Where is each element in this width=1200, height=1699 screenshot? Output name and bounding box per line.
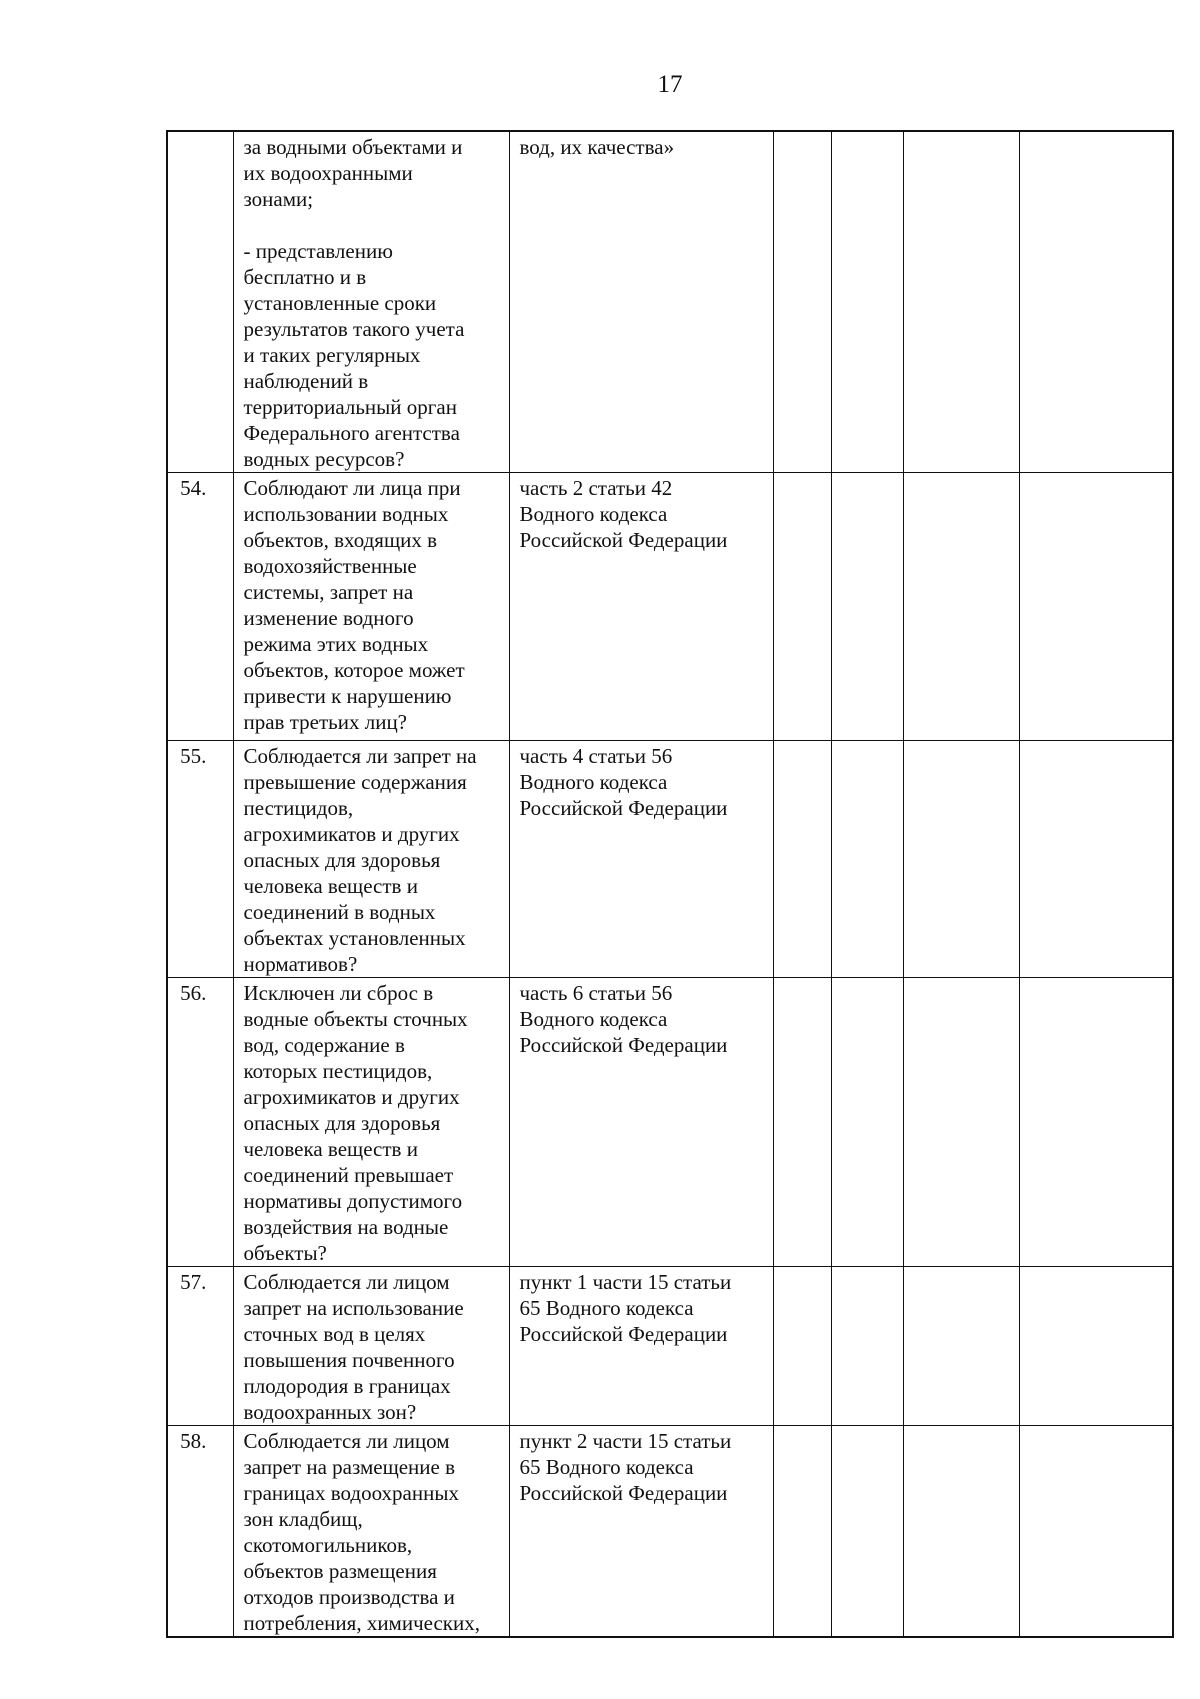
reference-line: 65 Водного кодекса — [519, 1455, 694, 1479]
question-line: изменение водного — [243, 606, 414, 630]
question-cell — [233, 473, 509, 741]
question-line: водоохранных зон? — [243, 1400, 417, 1424]
question-line: агрохимикатов и других — [243, 822, 460, 846]
question-line: системы, запрет на — [243, 580, 414, 604]
answer-cell — [903, 741, 1019, 978]
question-line: пестицидов, — [243, 796, 354, 820]
question-line: зонами; — [243, 187, 314, 211]
question-line: - представлению — [243, 239, 393, 263]
legal-reference-cell — [509, 1267, 773, 1426]
reference-line: Российской Федерации — [519, 1322, 728, 1346]
question-line: водные объекты сточных — [243, 1007, 468, 1031]
question-line: за водными объектами и — [243, 135, 463, 159]
question-line: наблюдений в — [243, 369, 369, 393]
question-line: воздействия на водные — [243, 1215, 449, 1239]
question-line: человека веществ и — [243, 1137, 418, 1161]
question-line: запрет на размещение в — [243, 1455, 456, 1479]
question-line: опасных для здоровья — [243, 848, 441, 872]
reference-line: Российской Федерации — [519, 1481, 728, 1505]
question-line: объектов, входящих в — [243, 528, 438, 552]
answer-cell — [831, 1267, 903, 1426]
reference-line: Водного кодекса — [519, 1007, 668, 1031]
question-cell — [233, 131, 509, 473]
answer-cell — [773, 1267, 831, 1426]
question-line: их водоохранными — [243, 161, 413, 185]
question-line: привести к нарушению — [243, 684, 452, 708]
question-line: Соблюдается ли лицом — [243, 1429, 450, 1453]
question-line: Соблюдается ли лицом — [243, 1270, 450, 1294]
reference-line: часть 6 статьи 56 — [519, 981, 673, 1005]
table-row — [167, 978, 1173, 1267]
answer-cell — [903, 978, 1019, 1267]
table-row — [167, 1267, 1173, 1426]
legal-reference-cell — [509, 131, 773, 473]
question-line: границах водоохранных — [243, 1481, 459, 1505]
question-cell — [233, 1426, 509, 1638]
reference-line: вод, их качества» — [519, 135, 675, 159]
question-line: человека веществ и — [243, 874, 418, 898]
row-number-cell: 55. — [167, 741, 233, 978]
reference-line: Водного кодекса — [519, 502, 668, 526]
question-line: и таких регулярных — [243, 343, 421, 367]
legal-reference-cell — [509, 473, 773, 741]
question-line: превышение содержания — [243, 770, 467, 794]
question-line: нормативы допустимого — [243, 1189, 463, 1213]
answer-cell — [773, 473, 831, 741]
answer-cell — [903, 1267, 1019, 1426]
question-line: скотомогильников, — [243, 1533, 413, 1557]
answer-cell — [773, 978, 831, 1267]
row-number-cell: 57. — [167, 1267, 233, 1426]
reference-line: часть 4 статьи 56 — [519, 744, 673, 768]
question-cell — [233, 978, 509, 1267]
question-line: водохозяйственные — [243, 554, 417, 578]
question-line: прав третьих лиц? — [243, 710, 407, 734]
answer-cell — [903, 131, 1019, 473]
checklist-table — [166, 130, 1174, 1638]
reference-line: Российской Федерации — [519, 1033, 728, 1057]
question-line: соединений превышает — [243, 1163, 454, 1187]
question-line: плодородия в границах — [243, 1374, 451, 1398]
table-body — [167, 131, 1173, 1637]
legal-reference-cell — [509, 741, 773, 978]
answer-cell — [903, 1426, 1019, 1638]
question-line: потребления, химических, — [243, 1611, 480, 1635]
question-line: опасных для здоровья — [243, 1111, 441, 1135]
answer-cell — [1019, 978, 1173, 1267]
legal-reference-cell — [509, 1426, 773, 1638]
question-line: объектов размещения — [243, 1559, 437, 1583]
answer-cell — [831, 131, 903, 473]
reference-line: пункт 1 части 15 статьи — [519, 1270, 732, 1294]
question-line: агрохимикатов и других — [243, 1085, 460, 1109]
question-line: сточных вод в целях — [243, 1322, 426, 1346]
row-number-cell: 54. — [167, 473, 233, 741]
question-line — [244, 212, 503, 238]
question-line: отходов производства и — [243, 1585, 455, 1609]
answer-cell — [1019, 473, 1173, 741]
question-line: соединений в водных — [243, 900, 436, 924]
answer-cell — [831, 741, 903, 978]
question-line: вод, содержание в — [243, 1033, 405, 1057]
question-line: Соблюдается ли запрет на — [243, 744, 477, 768]
reference-line: пункт 2 части 15 статьи — [519, 1429, 732, 1453]
reference-line: Российской Федерации — [519, 528, 728, 552]
question-line: Исключен ли сброс в — [243, 981, 434, 1005]
row-number-cell — [167, 131, 233, 473]
table-row — [167, 1426, 1173, 1638]
question-line: запрет на использование — [243, 1296, 464, 1320]
page-number: 17 — [657, 71, 683, 98]
reference-line: Российской Федерации — [519, 796, 728, 820]
table-row — [167, 741, 1173, 978]
table-row — [167, 473, 1173, 741]
question-cell — [233, 741, 509, 978]
question-line: территориальный орган — [243, 395, 457, 419]
answer-cell — [773, 131, 831, 473]
question-line: объектов, которое может — [243, 658, 465, 682]
question-line: повышения почвенного — [243, 1348, 455, 1372]
reference-line: Водного кодекса — [519, 770, 668, 794]
reference-line: 65 Водного кодекса — [519, 1296, 694, 1320]
row-number-cell: 56. — [167, 978, 233, 1267]
answer-cell — [773, 1426, 831, 1638]
question-line: зон кладбищ, — [243, 1507, 363, 1531]
question-line: бесплатно и в — [243, 265, 367, 289]
answer-cell — [831, 473, 903, 741]
row-number-cell: 58. — [167, 1426, 233, 1638]
answer-cell — [1019, 1267, 1173, 1426]
question-cell — [233, 1267, 509, 1426]
question-line: режима этих водных — [243, 632, 429, 656]
question-line: Соблюдают ли лица при — [243, 476, 461, 500]
table-row — [167, 131, 1173, 473]
question-line: использовании водных — [243, 502, 449, 526]
answer-cell — [1019, 1426, 1173, 1638]
question-line: водных ресурсов? — [243, 447, 405, 471]
question-line: результатов такого учета — [243, 317, 465, 341]
question-line: объектах установленных — [243, 926, 466, 950]
legal-reference-cell — [509, 978, 773, 1267]
question-line: которых пестицидов, — [243, 1059, 433, 1083]
answer-cell — [903, 473, 1019, 741]
reference-line: часть 2 статьи 42 — [519, 476, 673, 500]
answer-cell — [773, 741, 831, 978]
question-line: объекты? — [243, 1241, 327, 1265]
question-line: Федерального агентства — [243, 421, 460, 445]
answer-cell — [1019, 741, 1173, 978]
question-line: нормативов? — [243, 952, 358, 976]
answer-cell — [831, 978, 903, 1267]
answer-cell — [1019, 131, 1173, 473]
answer-cell — [831, 1426, 903, 1638]
question-line: установленные сроки — [243, 291, 437, 315]
